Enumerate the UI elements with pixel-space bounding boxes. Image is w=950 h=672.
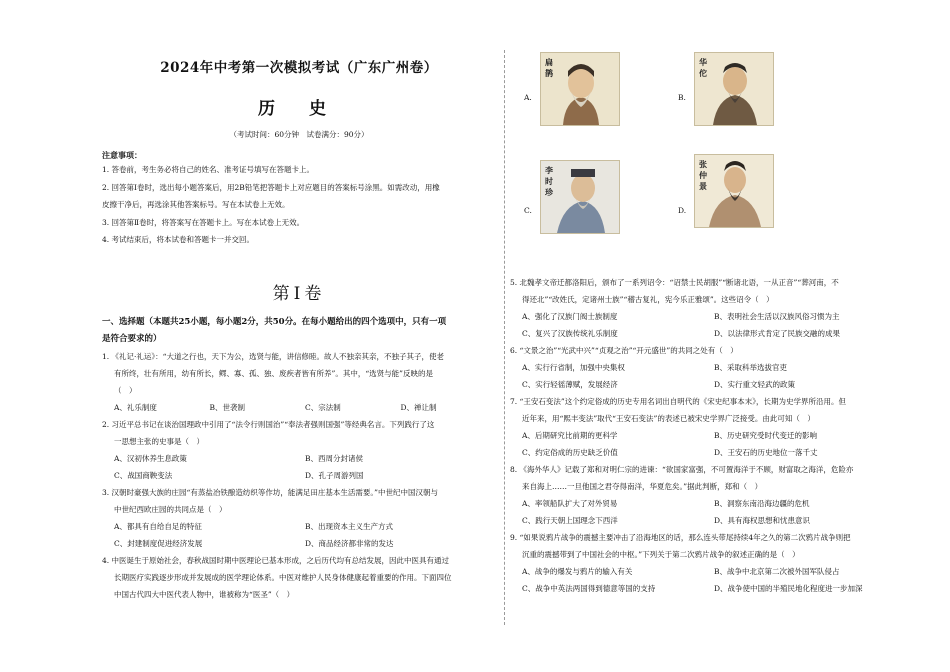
question-text-line: 沉重的震撼带到了中国社会的中枢。”下列关于第二次鸦片战争的叙述正确的是（ ） bbox=[522, 550, 800, 559]
answer-options bbox=[510, 563, 906, 597]
question-text-line: 6. “文景之治”“光武中兴”“贞观之治”“开元盛世”的共同之处有（ ） bbox=[510, 346, 738, 355]
portrait-options bbox=[510, 48, 906, 274]
answer-options bbox=[102, 518, 496, 552]
left-column bbox=[102, 50, 496, 603]
answer-option[interactable]: A、强化了汉族门阀士族制度 bbox=[522, 312, 618, 321]
answer-option[interactable]: C、封建制度促进经济发展 bbox=[114, 538, 203, 548]
note-line: 3. 回答第Ⅱ卷时，将答案写在答题卡上。写在本试卷上无效。 bbox=[102, 217, 305, 227]
answer-option[interactable]: D、实行重文轻武的政策 bbox=[714, 380, 796, 389]
answer-option[interactable]: A、率领船队扩大了对外贸易 bbox=[522, 499, 618, 508]
answer-options bbox=[510, 495, 906, 529]
answer-option[interactable]: B、采取科举选拔官吏 bbox=[714, 363, 788, 372]
question bbox=[102, 416, 496, 484]
question bbox=[510, 393, 906, 461]
question bbox=[102, 348, 496, 416]
note-line: 1. 答卷前，考生务必将自己的姓名、准考证号填写在答题卡上。 bbox=[102, 165, 315, 174]
portrait-lishizhen bbox=[540, 160, 620, 234]
question bbox=[510, 274, 906, 342]
option-letter: D. bbox=[678, 206, 687, 215]
notes-title: 注意事项： bbox=[102, 150, 142, 160]
question bbox=[102, 484, 496, 552]
note-line: 2. 回答第Ⅰ卷时，选出每小题答案后，用2B铅笔把答题卡上对应题目的答案标号涂黑。如需改动，用橡 bbox=[102, 182, 440, 192]
portrait-name: 扁鹊 bbox=[545, 57, 553, 78]
portrait-name: 李时珍 bbox=[545, 165, 553, 197]
question-text-line: 来自海上……一旦他国之君夺得南洋，华夏危矣。”据此判断，郑和（ ） bbox=[522, 482, 763, 491]
answer-option[interactable]: A、汉初休养生息政策 bbox=[114, 453, 187, 463]
question-text-line: 2. 习近平总书记在谈治国理政中引用了“法令行则国治”“奉法者强则国强”等经典名言。下列践行了这 bbox=[102, 419, 435, 429]
answer-option[interactable]: B、洞察东南沿海边疆的危机 bbox=[714, 499, 810, 508]
answer-option[interactable]: A、后期研究比前期的更科学 bbox=[522, 431, 618, 440]
answer-options bbox=[510, 427, 906, 461]
portrait-name: 张仲景 bbox=[699, 159, 707, 191]
answer-option[interactable]: C、约定俗成的历史缺乏价值 bbox=[522, 448, 618, 457]
answer-options bbox=[510, 308, 906, 342]
volume-title: 第Ⅰ卷 bbox=[272, 283, 326, 304]
question-text-line: 8. 《海外华人》记载了郑和对明仁宗的进谏：“欲国家富强，不可置海洋于不顾，财富取之海洋，危险亦 bbox=[510, 465, 854, 474]
exam-title: 2024年中考第一次模拟考试（广东广州卷） bbox=[160, 60, 438, 76]
answer-option[interactable]: A、战争的爆发与鸦片的输入有关 bbox=[522, 567, 633, 576]
option-letter: B. bbox=[678, 93, 686, 102]
answer-option[interactable]: A、实行行省制，加强中央集权 bbox=[522, 363, 625, 372]
answer-option[interactable]: C、践行天朝上国理念下西洋 bbox=[522, 516, 618, 525]
answer-option[interactable]: C、战国商鞅变法 bbox=[114, 470, 173, 480]
right-column bbox=[510, 48, 906, 597]
question-text-line: 4. 中医诞生于原始社会，春秋战国时期中医理论已基本形成，之后历代均有总结发展，因此中医具有通过 bbox=[102, 555, 450, 565]
answer-option[interactable]: D、孔子周游列国 bbox=[305, 470, 364, 480]
question-text-line: （ ） bbox=[114, 385, 137, 395]
portrait-zhangzhongjing bbox=[694, 154, 774, 228]
column-divider bbox=[504, 50, 505, 625]
answer-option[interactable]: B、出现资本主义生产方式 bbox=[305, 521, 394, 531]
question bbox=[510, 529, 906, 597]
question bbox=[102, 552, 496, 603]
note-line: 皮擦干净后，再选涂其他答案标号。写在本试卷上无效。 bbox=[102, 200, 290, 209]
answer-options bbox=[510, 359, 906, 393]
question-text-line: 有所终，壮有所用，幼有所长，鳏、寡、孤、独、废疾者皆有所养”。其中，“选贤与能”反映的是 bbox=[114, 368, 434, 378]
answer-option[interactable]: D、具有海权思想和忧患意识 bbox=[714, 516, 811, 525]
answer-option[interactable]: A、礼乐制度 bbox=[114, 402, 157, 412]
question-text-line: 1. 《礼记·礼运》：“大道之行也，天下为公，选贤与能，讲信修睦。故人不独亲其亲，不独子其子，使老 bbox=[102, 351, 445, 361]
answer-option[interactable]: D、王安石的历史地位一落千丈 bbox=[714, 448, 818, 457]
question-text-line: 9. “如果说鸦片战争的震撼主要冲击了沿海地区的话，那么连头带尾持续4年之久的第二次鸦片战争则把 bbox=[510, 533, 851, 542]
exam-meta: （考试时间：60分钟 试卷满分：90分） bbox=[229, 130, 369, 139]
answer-options bbox=[102, 399, 496, 416]
question bbox=[510, 461, 906, 529]
option-letter: C. bbox=[524, 206, 532, 215]
note-line: 4. 考试结束后，将本试卷和答题卡一并交回。 bbox=[102, 235, 255, 244]
left-question-list bbox=[102, 348, 496, 603]
portrait-name: 华佗 bbox=[699, 57, 707, 78]
question-text-line: 近年来，用“熙丰变法”取代“王安石变法”的表述已被宋史学界广泛接受。由此可知（ ） bbox=[522, 414, 815, 423]
portrait-bianque bbox=[540, 52, 620, 126]
answer-options bbox=[102, 450, 496, 484]
answer-option[interactable]: D、以法律形式肯定了民族交融的成果 bbox=[714, 329, 841, 338]
question-text-line: 长期医疗实践逐步形成并发展成的医学理论体系。中医对维护人民身体健康起着重要的作用。下面四位 bbox=[114, 572, 452, 582]
option-letter: A. bbox=[524, 93, 532, 102]
answer-option[interactable]: B、西周分封诸侯 bbox=[305, 453, 364, 463]
question-text-line: 得还北”“改姓氏，定诸州士族”“稽古复礼，宪今乐正雅颂”。这些诏令（ ） bbox=[522, 295, 774, 304]
answer-option[interactable]: C、复兴了汉族传统礼乐制度 bbox=[522, 329, 618, 338]
question-text-line: 3. 汉朝时豪强大族的庄园“有蒸盐冶铁酿造纺织等作坊，能满足田庄基本生活需要。”中世纪中国汉朝与 bbox=[102, 487, 438, 497]
answer-option[interactable]: C、战争中英法两国得到德意等国的支持 bbox=[522, 584, 656, 593]
answer-option[interactable]: B、世袭制 bbox=[209, 402, 246, 412]
question-text-line: 一思想主张的史事是（ ） bbox=[114, 436, 204, 446]
section-heading-line: 是符合要求的） bbox=[102, 333, 162, 344]
right-question-list bbox=[510, 274, 906, 597]
subject-title: 历 史 bbox=[258, 99, 340, 119]
question-text-line: 中国古代四大中医代表人物中，谁被称为“医圣”（ ） bbox=[114, 589, 295, 599]
question-text-line: 中世纪西欧庄园的共同点是（ ） bbox=[114, 504, 227, 514]
answer-option[interactable]: B、历史研究受时代变迁的影响 bbox=[714, 431, 818, 440]
answer-option[interactable]: C、实行轻徭薄赋，发展经济 bbox=[522, 380, 618, 389]
question-text-line: 7. “王安石变法”这个约定俗成的历史专用名词出自明代的《宋史纪事本末》，长期为史学界所沿用。但 bbox=[510, 397, 846, 406]
answer-option[interactable]: B、战争中北京第二次被外国军队侵占 bbox=[714, 567, 840, 576]
question-text-line: 5. 北魏孝文帝迁都洛阳后，颁布了一系列诏令：“诏禁士民胡服”“断诸北语，一从正音”“葬河南，不 bbox=[510, 278, 839, 287]
answer-option[interactable]: B、表明社会生活以汉族风俗习惯为主 bbox=[714, 312, 840, 321]
answer-option[interactable]: A、都具有自给自足的特征 bbox=[114, 521, 202, 531]
section-heading-line: 一、选择题（本题共25小题，每小题2分，共50分。在每小题给出的四个选项中，只有一项 bbox=[102, 316, 447, 327]
answer-option[interactable]: D、禅让制 bbox=[400, 402, 437, 412]
answer-option[interactable]: C、宗法制 bbox=[305, 402, 341, 412]
answer-option[interactable]: D、商品经济都非常的发达 bbox=[305, 538, 394, 548]
question bbox=[510, 342, 906, 393]
answer-option[interactable]: D、战争使中国的半殖民地化程度进一步加深 bbox=[714, 584, 863, 593]
portrait-huatuo bbox=[694, 52, 774, 126]
